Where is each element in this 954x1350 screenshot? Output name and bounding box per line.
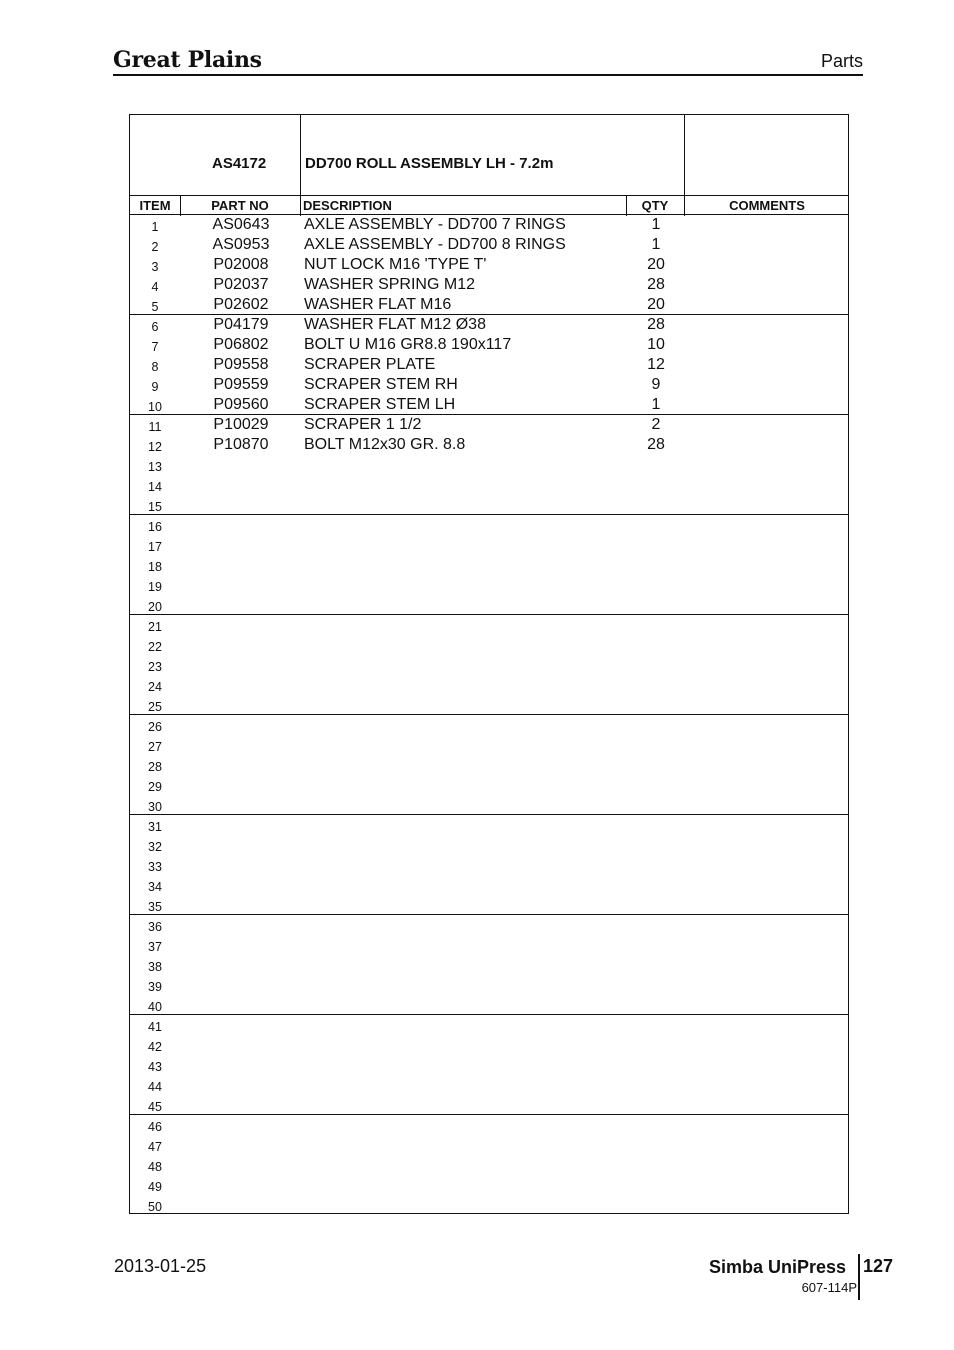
table-row [130,1035,848,1055]
brand-logo: Great Plains [113,47,262,73]
table-row [130,815,848,835]
table-row [130,1095,848,1115]
footer-product-name: Simba UniPress [709,1257,847,1277]
row-quantity: 28 [647,436,665,453]
row-quantity: 28 [647,276,665,293]
row-item-number: 14 [148,480,162,494]
table-row [130,315,848,335]
parts-table [129,114,849,1214]
row-item-number: 48 [148,1160,162,1174]
row-item-number: 15 [148,500,162,514]
row-item-number: 26 [148,720,162,734]
row-item-number: 34 [148,880,162,894]
table-row [130,415,848,435]
row-item-number: 2 [151,240,159,254]
assembly-description: DD700 ROLL ASSEMBLY LH - 7.2m [305,155,554,172]
row-item-number: 7 [151,340,159,354]
row-part-number: AS0953 [212,236,270,253]
row-item-number: 3 [151,260,159,274]
table-row [130,475,848,495]
table-row [130,1075,848,1095]
row-item-number: 18 [148,560,162,574]
table-row [130,435,848,455]
assembly-part-number: AS4172 [212,155,267,172]
row-description: AXLE ASSEMBLY - DD700 8 RINGS [304,236,566,253]
row-item-number: 13 [148,460,162,474]
table-row [130,295,848,315]
table-row [130,1155,848,1175]
row-quantity: 12 [647,356,665,373]
row-item-number: 38 [148,960,162,974]
row-description: SCRAPER STEM LH [304,396,456,413]
table-row [130,615,848,635]
row-quantity: 20 [647,256,665,273]
row-quantity: 2 [651,416,661,433]
table-row [130,455,848,475]
divider [300,196,301,216]
table-row [130,835,848,855]
row-item-number: 50 [148,1200,162,1214]
row-item-number: 23 [148,660,162,674]
column-header-part-no: PART NO [211,198,269,213]
row-part-number: P06802 [213,336,269,353]
row-item-number: 12 [148,440,162,454]
row-description: WASHER SPRING M12 [304,276,475,293]
row-part-number: P02602 [213,296,269,313]
row-quantity: 28 [647,316,665,333]
table-row [130,275,848,295]
table-row [130,875,848,895]
row-item-number: 4 [151,280,159,294]
table-row [130,335,848,355]
column-header-comments: COMMENTS [729,198,805,213]
row-part-number: P09560 [213,396,269,413]
row-quantity: 1 [651,216,661,233]
row-item-number: 41 [148,1020,162,1034]
table-row [130,715,848,735]
row-item-number: 9 [151,380,159,394]
table-row [130,655,848,675]
table-row [130,895,848,915]
table-row [130,355,848,375]
column-header-qty: QTY [641,198,669,213]
column-header-item: ITEM [139,198,171,213]
table-row [130,795,848,815]
table-row [130,515,848,535]
row-part-number: P10870 [213,436,269,453]
row-description: BOLT U M16 GR8.8 190x117 [304,336,512,353]
row-quantity: 1 [651,236,661,253]
row-item-number: 30 [148,800,162,814]
page-number: 127 [863,1256,894,1276]
table-row [130,375,848,395]
column-header-row [130,195,848,215]
table-row [130,855,848,875]
row-item-number: 22 [148,640,162,654]
row-item-number: 39 [148,980,162,994]
table-row [130,1115,848,1135]
table-row [130,755,848,775]
table-row [130,635,848,655]
table-row [130,955,848,975]
table-body [130,215,848,1215]
row-item-number: 24 [148,680,162,694]
row-description: WASHER FLAT M16 [304,296,452,313]
row-item-number: 35 [148,900,162,914]
row-item-number: 27 [148,740,162,754]
row-description: SCRAPER 1 1/2 [304,416,422,433]
row-item-number: 19 [148,580,162,594]
row-item-number: 33 [148,860,162,874]
table-row [130,555,848,575]
row-item-number: 21 [148,620,162,634]
row-description: BOLT M12x30 GR. 8.8 [304,436,466,453]
row-part-number: AS0643 [212,216,270,233]
header-rule [113,74,863,76]
row-item-number: 44 [148,1080,162,1094]
row-item-number: 45 [148,1100,162,1114]
divider [300,115,301,195]
row-item-number: 37 [148,940,162,954]
section-label: Parts [820,51,863,71]
table-row [130,735,848,755]
row-description: NUT LOCK M16 'TYPE T' [304,256,487,273]
table-row [130,595,848,615]
row-item-number: 28 [148,760,162,774]
row-item-number: 36 [148,920,162,934]
row-item-number: 40 [148,1000,162,1014]
table-row [130,1055,848,1075]
row-item-number: 20 [148,600,162,614]
table-row [130,1195,848,1215]
table-row [130,255,848,275]
row-item-number: 16 [148,520,162,534]
row-item-number: 47 [148,1140,162,1154]
table-row [130,775,848,795]
row-part-number: P09558 [213,356,269,373]
row-item-number: 10 [148,400,162,414]
table-row [130,535,848,555]
table-row [130,495,848,515]
table-row [130,1135,848,1155]
table-row [130,915,848,935]
row-quantity: 1 [651,396,661,413]
row-item-number: 8 [151,360,159,374]
divider [684,115,685,195]
row-description: SCRAPER STEM RH [304,376,458,393]
column-header-description: DESCRIPTION [303,198,392,213]
table-row [130,675,848,695]
row-item-number: 17 [148,540,162,554]
table-row [130,1015,848,1035]
table-row [130,975,848,995]
row-quantity: 10 [647,336,665,353]
row-item-number: 5 [151,300,159,314]
row-item-number: 1 [151,220,159,234]
row-item-number: 46 [148,1120,162,1134]
row-part-number: P09559 [213,376,269,393]
table-row [130,235,848,255]
table-row [130,695,848,715]
row-description: SCRAPER PLATE [304,356,436,373]
document-number: 607-114P [801,1280,857,1295]
row-item-number: 31 [148,820,162,834]
footer-date: 2013-01-25 [114,1256,207,1276]
row-item-number: 25 [148,700,162,714]
footer-divider [858,1254,860,1300]
table-row [130,215,848,235]
row-part-number: P04179 [213,316,269,333]
row-description: AXLE ASSEMBLY - DD700 7 RINGS [304,216,566,233]
table-row [130,1175,848,1195]
row-quantity: 9 [651,376,661,393]
row-item-number: 49 [148,1180,162,1194]
row-item-number: 32 [148,840,162,854]
row-item-number: 42 [148,1040,162,1054]
row-item-number: 43 [148,1060,162,1074]
row-item-number: 6 [151,320,159,334]
table-row [130,395,848,415]
table-row [130,995,848,1015]
row-description: WASHER FLAT M12 Ø38 [304,316,486,333]
table-row [130,935,848,955]
row-item-number: 11 [148,420,162,434]
row-part-number: P10029 [213,416,269,433]
row-quantity: 20 [647,296,665,313]
row-item-number: 29 [148,780,162,794]
row-part-number: P02008 [213,256,269,273]
row-part-number: P02037 [213,276,269,293]
table-row [130,575,848,595]
assembly-title-block [130,115,848,195]
